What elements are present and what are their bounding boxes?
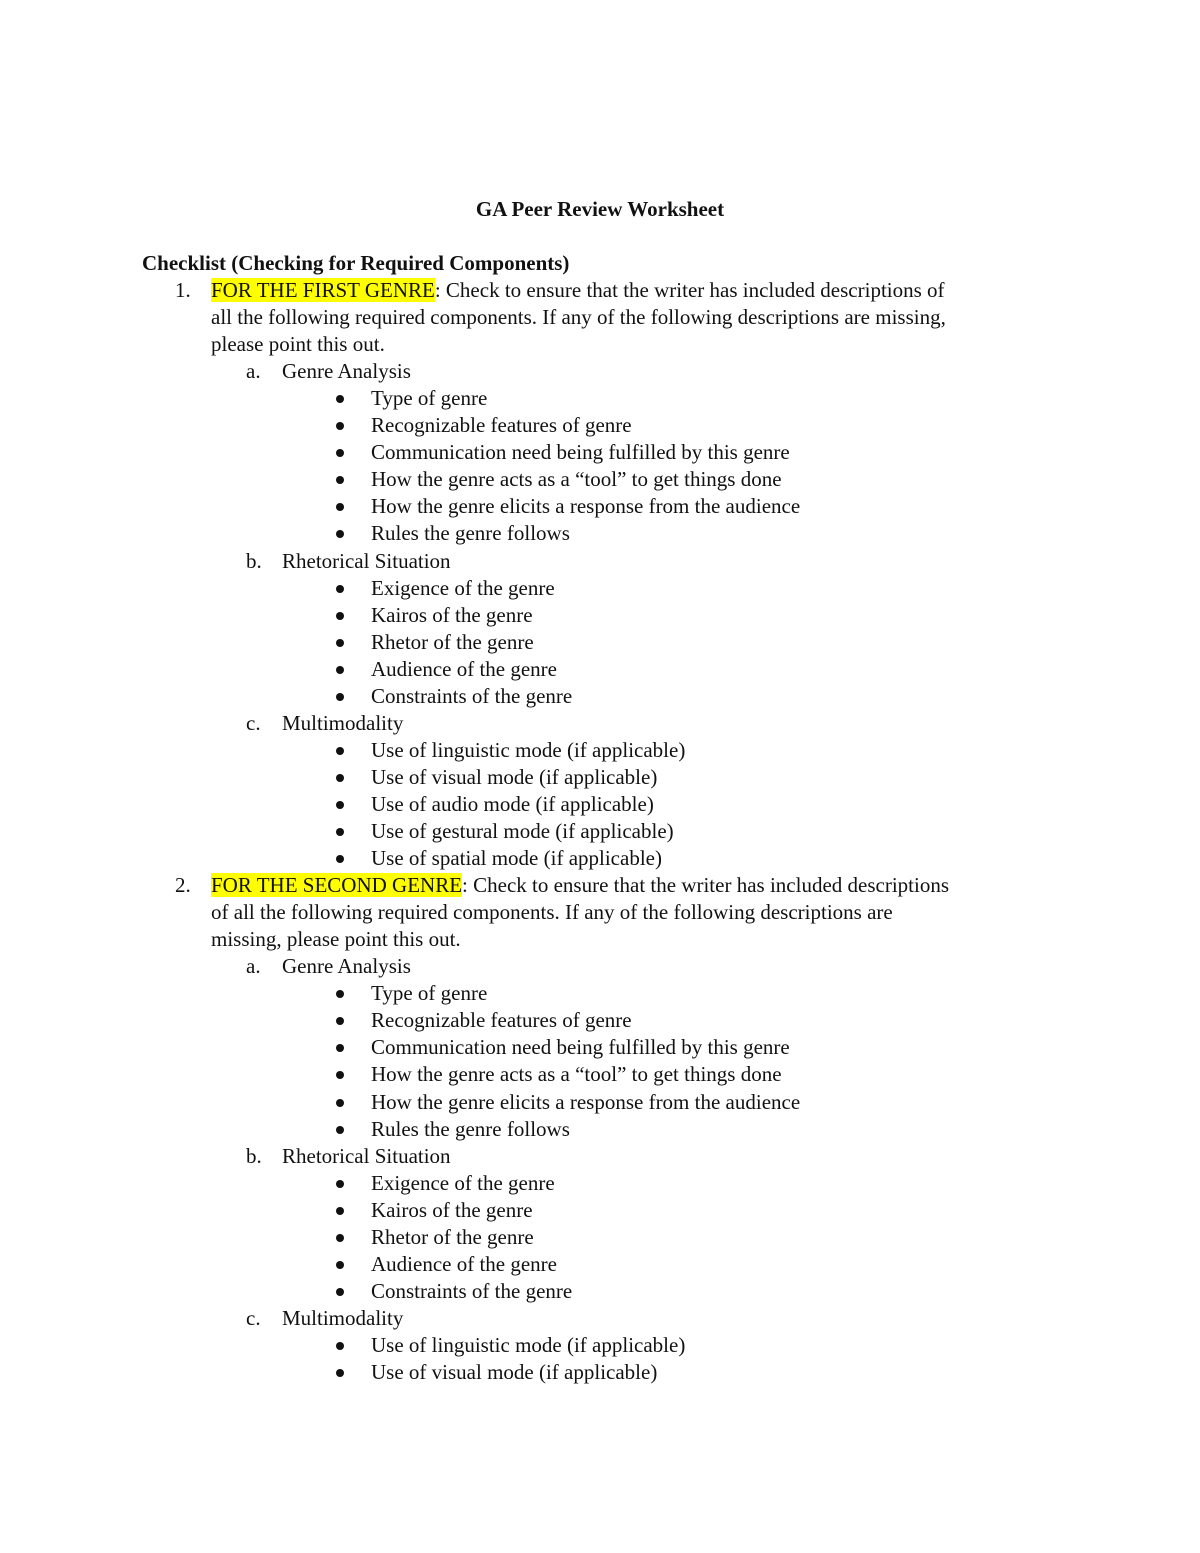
bullet-icon: [336, 855, 344, 863]
bullet-icon: [336, 503, 344, 511]
subsection-letter: b.: [246, 548, 262, 573]
list-item: Rhetor of the genre: [371, 1224, 534, 1249]
bullet-icon: [336, 774, 344, 782]
bullet-icon: [336, 1288, 344, 1296]
list-item: Recognizable features of genre: [371, 1008, 632, 1033]
subsection-label: Genre Analysis: [282, 954, 411, 979]
section-intro-line: [211, 872, 949, 899]
bullet-icon: [336, 449, 344, 457]
list-item: Constraints of the genre: [371, 683, 573, 708]
bullet-icon: [336, 530, 344, 538]
list-item: How the genre acts as a “tool” to get things done: [371, 467, 782, 492]
section-intro-line: of all the following required components. If any of the following descriptions are: [211, 900, 893, 925]
subsection-label: Genre Analysis: [282, 359, 411, 384]
bullet-icon: [336, 585, 344, 593]
list-item: Exigence of the genre: [371, 575, 555, 600]
list-item: Kairos of the genre: [371, 1197, 533, 1222]
list-item: Type of genre: [371, 386, 488, 411]
list-item: Use of audio mode (if applicable): [371, 791, 654, 816]
subsection-letter: c.: [246, 1305, 261, 1330]
list-item: Communication need being fulfilled by this genre: [371, 1035, 790, 1060]
list-item: How the genre acts as a “tool” to get things done: [371, 1062, 782, 1087]
section-intro-text: : Check to ensure that the writer has included descriptions: [462, 873, 949, 898]
list-item: How the genre elicits a response from the audience: [371, 494, 801, 519]
list-item: Exigence of the genre: [371, 1170, 555, 1195]
bullet-icon: [336, 1261, 344, 1269]
subsection-letter: a.: [246, 359, 261, 384]
checklist-heading: Checklist (Checking for Required Components): [142, 251, 570, 275]
bullet-icon: [336, 1180, 344, 1188]
list-item: Use of linguistic mode (if applicable): [371, 1332, 686, 1357]
bullet-icon: [336, 1044, 344, 1052]
section-intro-line: all the following required components. If any of the following descriptions are missing,: [211, 305, 946, 330]
list-item: Rules the genre follows: [371, 521, 570, 546]
list-item: Use of gestural mode (if applicable): [371, 819, 674, 843]
list-item: Recognizable features of genre: [371, 413, 632, 438]
bullet-icon: [336, 1207, 344, 1215]
bullet-icon: [336, 1234, 344, 1242]
bullet-icon: [336, 1126, 344, 1134]
list-item: Audience of the genre: [371, 1251, 557, 1276]
bullet-icon: [336, 1017, 344, 1025]
bullet-icon: [336, 801, 344, 809]
bullet-icon: [336, 612, 344, 620]
section-highlight-label: FOR THE SECOND GENRE: [211, 873, 463, 898]
bullet-icon: [336, 693, 344, 701]
bullet-icon: [336, 395, 344, 403]
section-intro-line: missing, please point this out.: [211, 927, 461, 952]
section-number: 2.: [175, 873, 191, 898]
list-item: Rules the genre follows: [371, 1116, 570, 1141]
bullet-icon: [336, 1369, 344, 1377]
subsection-label: Rhetorical Situation: [282, 548, 451, 573]
bullet-icon: [336, 747, 344, 755]
list-item: How the genre elicits a response from the audience: [371, 1089, 801, 1114]
subsection-label: Rhetorical Situation: [282, 1143, 451, 1168]
list-item: Communication need being fulfilled by this genre: [371, 440, 790, 465]
bullet-icon: [336, 666, 344, 674]
bullet-icon: [336, 990, 344, 998]
bullet-icon: [336, 422, 344, 430]
section-number: 1.: [175, 278, 191, 302]
list-item: Use of visual mode (if applicable): [371, 764, 658, 789]
section-intro-line: please point this out.: [211, 332, 385, 357]
list-item: Use of linguistic mode (if applicable): [371, 737, 686, 762]
bullet-icon: [336, 1342, 344, 1350]
section-intro-text: : Check to ensure that the writer has included descriptions of: [434, 278, 945, 302]
list-item: Use of visual mode (if applicable): [371, 1360, 658, 1384]
subsection-label: Multimodality: [282, 710, 404, 735]
bullet-icon: [336, 1099, 344, 1107]
bullet-icon: [336, 828, 344, 836]
section-intro-line: [211, 277, 945, 304]
subsection-letter: b.: [246, 1143, 262, 1168]
document-title: GA Peer Review Worksheet: [475, 197, 725, 221]
section-highlight-label: FOR THE FIRST GENRE: [211, 278, 435, 302]
list-item: Audience of the genre: [371, 656, 557, 681]
subsection-letter: a.: [246, 954, 261, 979]
list-item: Rhetor of the genre: [371, 629, 534, 654]
list-item: Use of spatial mode (if applicable): [371, 846, 662, 871]
bullet-icon: [336, 1071, 344, 1079]
bullet-icon: [336, 476, 344, 484]
bullet-icon: [336, 639, 344, 647]
subsection-label: Multimodality: [282, 1305, 404, 1330]
list-item: Type of genre: [371, 981, 488, 1006]
list-item: Kairos of the genre: [371, 602, 533, 627]
list-item: Constraints of the genre: [371, 1278, 573, 1303]
subsection-letter: c.: [246, 710, 261, 735]
